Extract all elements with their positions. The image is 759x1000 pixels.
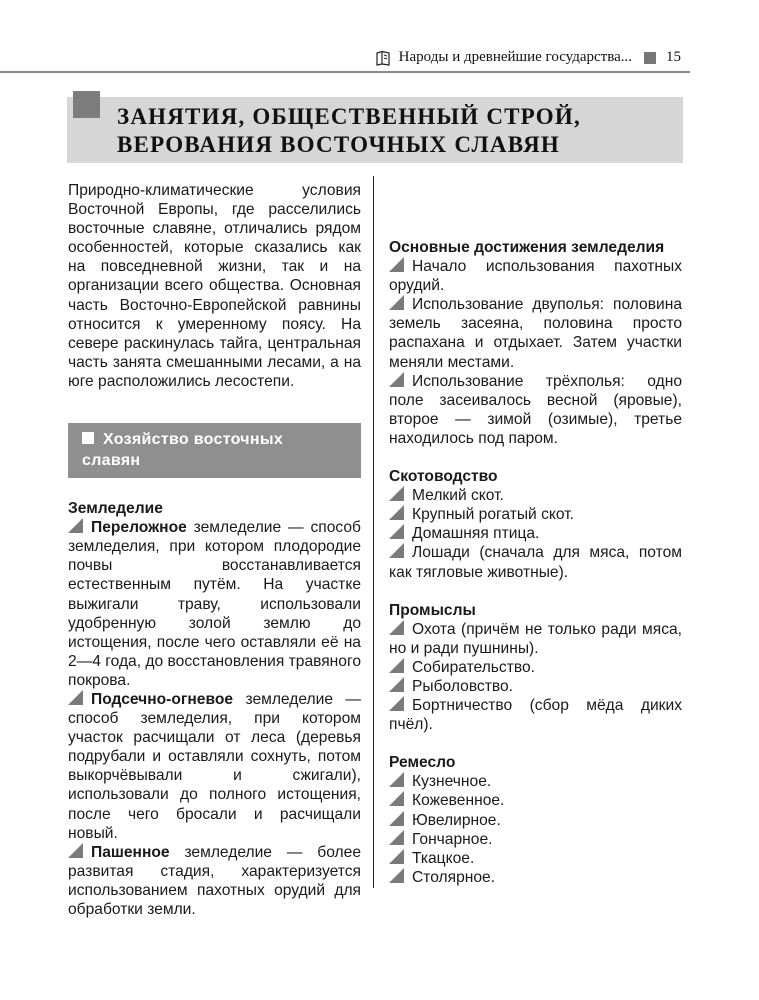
triangle-bullet-icon	[389, 620, 404, 635]
triangle-bullet-icon	[389, 257, 404, 272]
agriculture-text: земледелие — более развитая стадия, характеризуется использованием пахотных орудий для обработки земли.	[68, 843, 361, 918]
agriculture-text: земледелие — способ земледелия, при котором участок расчищали от леса (деревья подрубали и оставляли сохнуть, потом выкорчёвывали и сжигали), использовали до полного истощения, после чего бросали и расчищали новый.	[68, 690, 361, 842]
agriculture-term: Переложное	[91, 519, 187, 537]
triangle-bullet-icon	[389, 772, 404, 787]
triangle-bullet-icon	[389, 868, 404, 883]
agriculture-term: Подсечно-огневое	[91, 690, 234, 708]
right-column	[389, 181, 682, 887]
achievements-item	[389, 257, 682, 295]
achievements-item	[389, 295, 682, 371]
spacer	[389, 448, 682, 467]
livestock-item	[389, 486, 682, 505]
trades-item	[389, 696, 682, 734]
triangle-bullet-icon	[68, 843, 83, 858]
running-header-title: Народы и древнейшие государства...	[398, 49, 632, 65]
crafts-item	[389, 791, 682, 810]
crafts-text: Столярное.	[412, 868, 496, 886]
crafts-item	[389, 772, 682, 791]
agriculture-item	[68, 690, 361, 843]
triangle-bullet-icon	[389, 791, 404, 806]
agriculture-item	[68, 518, 361, 690]
crafts-item	[389, 849, 682, 868]
trades-text: Рыболовство.	[412, 677, 513, 695]
triangle-bullet-icon	[389, 830, 404, 845]
triangle-bullet-icon	[389, 658, 404, 673]
crafts-text: Ювелирное.	[412, 811, 501, 829]
livestock-text: Крупный рогатый скот.	[412, 506, 574, 524]
crafts-item	[389, 811, 682, 830]
section-heading	[68, 423, 361, 478]
achievements-text: Начало использования пахотных орудий.	[389, 258, 682, 295]
section-square	[82, 432, 94, 444]
column-divider	[373, 176, 374, 888]
book-icon	[375, 50, 391, 66]
crafts-heading: Ремесло	[389, 754, 456, 772]
livestock-text: Мелкий скот.	[412, 487, 504, 505]
trades-item	[389, 620, 682, 658]
chapter-title-line1: ЗАНЯТИЯ, ОБЩЕСТВЕННЫЙ СТРОЙ,	[117, 104, 581, 129]
triangle-bullet-icon	[389, 372, 404, 387]
achievements-text: Использование трёхполья: одно поле засеивалось весной (яровые), второе — зимой (озимые), третье находилось под паром.	[389, 372, 682, 447]
triangle-bullet-icon	[389, 677, 404, 692]
livestock-item	[389, 543, 682, 581]
continued-text-space	[389, 181, 682, 219]
triangle-bullet-icon	[389, 849, 404, 864]
crafts-text: Ткацкое.	[412, 849, 475, 867]
agriculture-heading: Земледелие	[68, 500, 163, 518]
spacer	[389, 219, 682, 238]
livestock-item	[389, 524, 682, 543]
spacer	[389, 582, 682, 601]
triangle-bullet-icon	[389, 295, 404, 310]
livestock-text: Домашняя птица.	[412, 525, 540, 543]
chapter-title	[117, 103, 581, 159]
achievements-item	[389, 372, 682, 448]
crafts-text: Гончарное.	[412, 830, 493, 848]
section-heading-line1: Хозяйство восточных	[103, 431, 284, 449]
triangle-bullet-icon	[389, 543, 404, 558]
achievements-heading: Основные достижения земледелия	[389, 239, 665, 256]
trades-text: Собирательство.	[412, 658, 535, 676]
crafts-text: Кожевенное.	[412, 792, 505, 810]
triangle-bullet-icon	[389, 811, 404, 826]
trades-text: Бортничество (сбор мёда диких пчёл).	[389, 697, 682, 734]
trades-heading: Промыслы	[389, 601, 476, 619]
running-header	[375, 49, 681, 66]
header-square	[644, 52, 656, 64]
triangle-bullet-icon	[68, 690, 83, 705]
left-column	[68, 181, 361, 919]
triangle-bullet-icon	[389, 486, 404, 501]
triangle-bullet-icon	[389, 696, 404, 711]
agriculture-text: земледелие — способ земледелия, при котором плодородие почвы восстанавливается естественным путём. На участке выжигали траву, использовали удобренную золой землю до истощения, после чего оставляли её на 2—4 года, до восстановления травяного покрова.	[68, 519, 361, 689]
trades-item	[389, 658, 682, 677]
triangle-bullet-icon	[68, 518, 83, 533]
section-heading-line2: славян	[82, 452, 141, 470]
trades-text: Охота (причём не только ради мяса, но и ради пушнины).	[389, 620, 682, 657]
trades-item	[389, 677, 682, 696]
achievements-text: Использование двуполья: половина земель засеяна, половина просто распахана и отдыхает. Затем участки меняли местами.	[389, 296, 682, 371]
intro-paragraph: Природно-климатические условия Восточной Европы, где расселились восточные славяне, отличались рядом особенностей, которые сказались как на повседневной жизни, так и на организации всего общества. Основная часть Восточно-Европейской равнины относится к умеренному поясу. На севере раскинулась тайга, центральная часть занята смешанными лесами, а на юге расположились лесостепи.	[68, 182, 361, 390]
livestock-text: Лошади (сначала для мяса, потом как тягловые животные).	[389, 544, 682, 581]
triangle-bullet-icon	[389, 524, 404, 539]
livestock-heading: Скотоводство	[389, 468, 498, 486]
crafts-item	[389, 830, 682, 849]
livestock-item	[389, 505, 682, 524]
spacer	[389, 734, 682, 753]
chapter-title-square	[73, 91, 100, 118]
header-rule	[0, 71, 690, 73]
chapter-title-line2: ВЕРОВАНИЯ ВОСТОЧНЫХ СЛАВЯН	[117, 132, 560, 157]
triangle-bullet-icon	[389, 505, 404, 520]
crafts-item	[389, 868, 682, 887]
agriculture-term: Пашенное	[91, 843, 170, 861]
agriculture-item	[68, 843, 361, 919]
page-number: 15	[666, 49, 681, 65]
crafts-text: Кузнечное.	[412, 773, 492, 791]
